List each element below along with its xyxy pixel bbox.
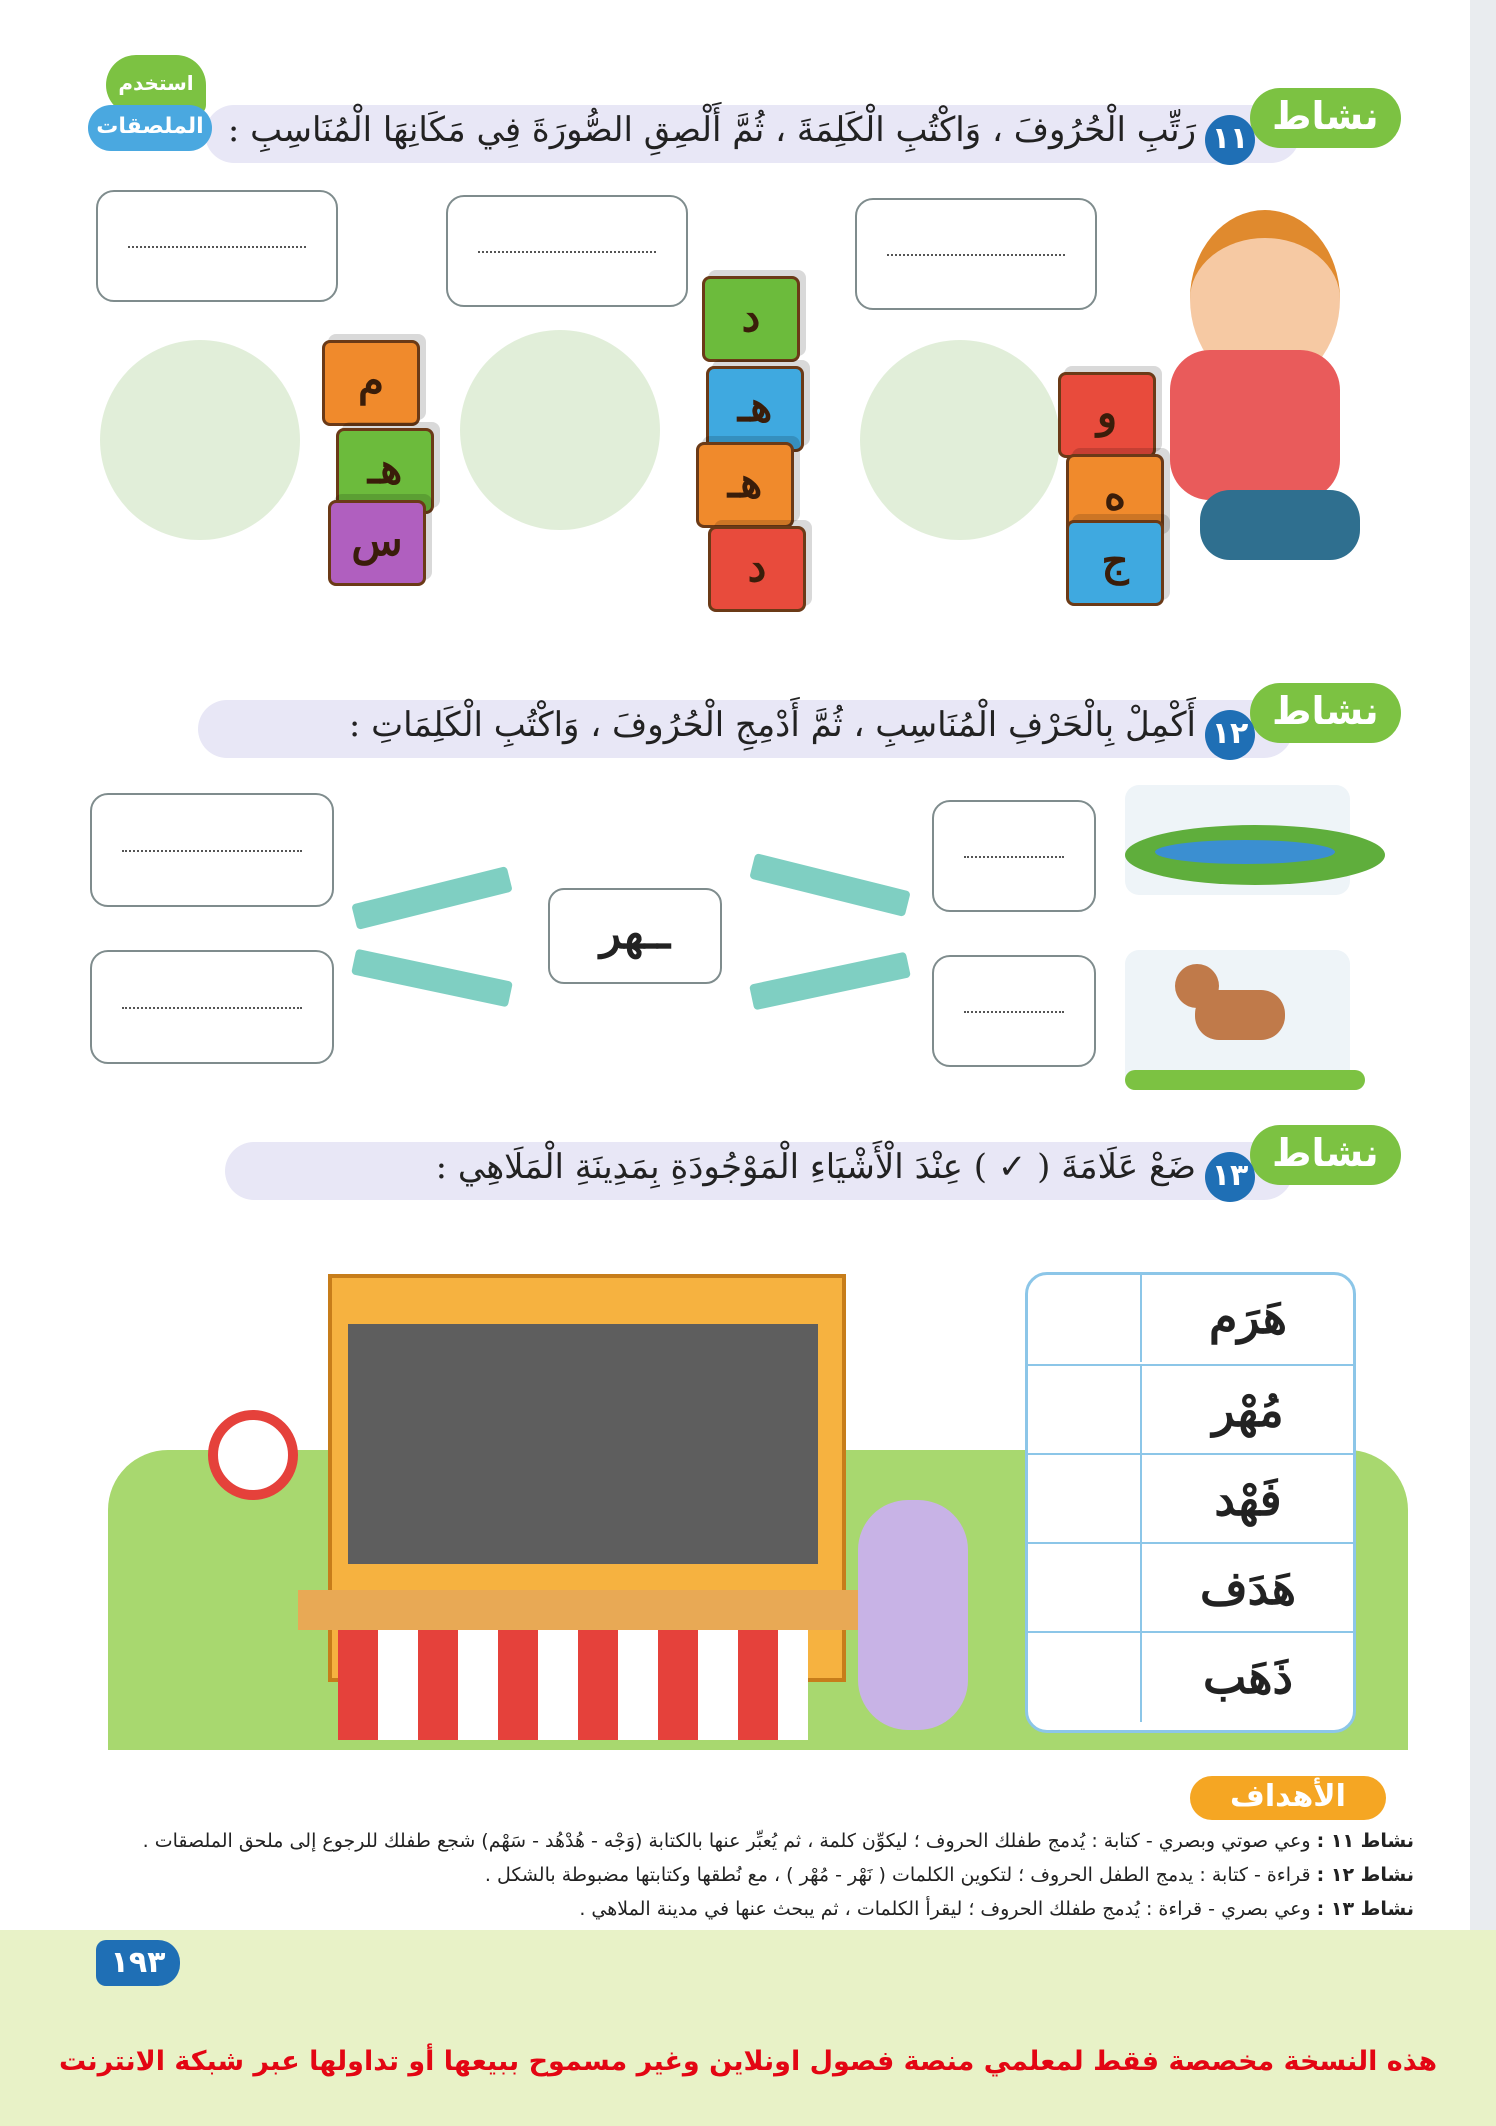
bottom-background (0, 1930, 1496, 2126)
letter-cube: و (1058, 372, 1156, 458)
activity12-badge: نشاط (1250, 683, 1401, 743)
goal-text: قراءة - كتابة : يدمج الطفل الحروف ؛ لتكوين الكلمات ( نَهْر - مُهْر ) ، مع نُطقها وكتابتها مضبوطة بالشكل . (484, 1864, 1311, 1886)
activity13-instruction: ضَعْ عَلَامَةَ ( ✓ ) عِنْدَ الْأَشْيَاءِ الْمَوْجُودَةِ بِمَدِينَةِ الْمَلَاهِي : (435, 1147, 1196, 1187)
checklist-row (1028, 1542, 1353, 1633)
pony-picture (1125, 950, 1350, 1090)
activity11-instruction: رَتِّبِ الْحُرُوفَ ، وَاكْتُبِ الْكَلِمَةَ ، ثُمَّ أَلْصِقِ الصُّورَةَ فِي مَكَانِهَا الْمُنَاسِبِ : (227, 110, 1196, 150)
activity11-number: ١١ (1205, 115, 1255, 165)
letter-box-pony[interactable] (932, 955, 1096, 1067)
checklist-row (1028, 1453, 1353, 1544)
letter-cube: س (328, 500, 426, 586)
page-edge (1470, 0, 1496, 2126)
checklist-word: ذَهَب (1203, 1650, 1293, 1704)
checklist-row (1028, 1273, 1353, 1362)
river-picture (1125, 785, 1350, 895)
checklist-word: مُهْر (1212, 1383, 1284, 1437)
arrow-right-lower (749, 952, 911, 1011)
letter-cube: د (708, 526, 806, 612)
check-cell[interactable] (1028, 1366, 1142, 1455)
activity11-badge: نشاط (1250, 88, 1401, 148)
goal-label: نشاط ١١ : (1316, 1830, 1414, 1852)
checklist-word: هَدَف (1199, 1561, 1297, 1615)
goal-line (54, 1858, 1414, 1892)
answer-box-11-left[interactable] (96, 190, 338, 302)
answer-box-11-middle[interactable] (446, 195, 688, 307)
arrow-left-upper (351, 866, 513, 930)
goals-title: الأهداف (1190, 1776, 1386, 1820)
page-number: ١٩٣ (96, 1940, 180, 1986)
letter-cube: ج (1066, 520, 1164, 606)
activity12-number: ١٢ (1205, 710, 1255, 760)
letter-cube: هـ (696, 442, 794, 528)
letter-cube: هـ (336, 428, 434, 514)
goal-label: نشاط ١٢ : (1316, 1864, 1414, 1886)
letter-cube: هـ (706, 366, 804, 452)
goal-label: نشاط ١٣ : (1316, 1898, 1414, 1920)
arrow-left-lower (351, 949, 513, 1008)
check-cell[interactable] (1028, 1633, 1142, 1722)
sticker-bottom-label: الملصقات (88, 105, 212, 151)
sticker-top-label: استخدم (106, 55, 206, 115)
checklist-row (1028, 1364, 1353, 1455)
checklist-word: فَهْد (1214, 1472, 1282, 1526)
boy-illustration (1130, 200, 1410, 580)
check-cell[interactable] (1028, 1544, 1142, 1633)
check-cell[interactable] (1028, 1455, 1142, 1544)
answer-box-11-right[interactable] (855, 198, 1097, 310)
goals-list (54, 1824, 1414, 1926)
arrow-right-upper (749, 853, 911, 917)
goal-text: وعي بصري - قراءة : يُدمج طفلك الحروف ؛ ليقرأ الكلمات ، ثم يبحث عنها في مدينة الملاهي . (579, 1898, 1311, 1920)
sticker-placeholder-hoopoe[interactable] (460, 330, 660, 530)
checklist-table (1025, 1272, 1356, 1733)
sticker-placeholder-arrow[interactable] (100, 340, 300, 540)
letter-box-river[interactable] (932, 800, 1096, 912)
answer-box-12-upper[interactable] (90, 793, 334, 907)
sticker-placeholder-face[interactable] (860, 340, 1060, 540)
word-fragment-box: ــهر (548, 888, 722, 984)
answer-box-12-lower[interactable] (90, 950, 334, 1064)
use-stickers-badge (88, 55, 212, 155)
check-cell[interactable] (1028, 1273, 1142, 1362)
letter-cube: م (322, 340, 420, 426)
activity12-instruction: أَكْمِلْ بِالْحَرْفِ الْمُنَاسِبِ ، ثُمَّ أَدْمِجِ الْحُرُوفَ ، وَاكْتُبِ الْكَلِمَاتِ : (348, 705, 1196, 745)
letter-cube: د (702, 276, 800, 362)
activity13-number: ١٣ (1205, 1152, 1255, 1202)
goal-text: وعي صوتي وبصري - كتابة : يُدمج طفلك الحروف ؛ ليكوِّن كلمة ، ثم يُعبِّر عنها بالكتابة (وَجْه - هُدْهُد - سَهْم) شجع طفلك للرجوع إلى ملحق الملصقات . (142, 1830, 1311, 1852)
activity13-badge: نشاط (1250, 1125, 1401, 1185)
checklist-word: هَرَم (1208, 1290, 1288, 1344)
footer-copyright-note: هذه النسخة مخصصة فقط لمعلمي منصة فصول اونلاين وغير مسموح ببيعها أو تداولها عبر شبكة الانترنت (58, 2046, 1438, 2077)
goal-line (54, 1892, 1414, 1926)
letter-cube: ه (1066, 454, 1164, 540)
checklist-row (1028, 1631, 1353, 1722)
goal-line (54, 1824, 1414, 1858)
